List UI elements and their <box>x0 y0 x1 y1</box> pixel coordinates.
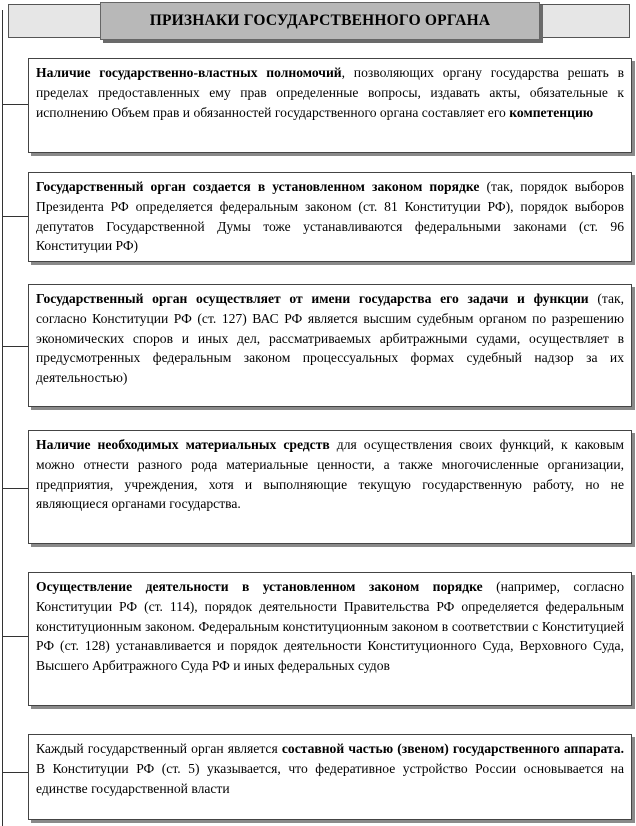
connector-5 <box>2 636 28 637</box>
connector-1 <box>2 104 28 105</box>
connector-4 <box>2 488 28 489</box>
feature-6-part-1: Каждый государственный орган является <box>36 741 282 756</box>
feature-text-2 <box>29 173 631 256</box>
feature-4-part-2: для осуществления своих функций, к каковым можно отнести разного рода материальные ценности, а также многочисленные организации, предприятия, учреждения, хотя и выполняющие текущую государственную работу, но не являющиеся органами государства. <box>36 437 624 512</box>
connector-3 <box>2 346 28 347</box>
feature-box-2 <box>28 172 632 262</box>
feature-text-6 <box>29 735 631 798</box>
feature-1-part-3: компетенцию <box>509 104 594 120</box>
feature-2-part-1: Государственный орган создается в установленном законом порядке <box>36 179 480 194</box>
feature-3-part-1: Государственный орган осуществляет от имени государства его задачи и функции <box>36 291 589 306</box>
feature-text-4 <box>29 431 631 514</box>
feature-text-5 <box>29 573 631 676</box>
diagram-title: ПРИЗНАКИ ГОСУДАРСТВЕННОГО ОРГАНА <box>100 2 540 40</box>
connector-2 <box>2 216 28 217</box>
feature-box-1 <box>28 58 632 153</box>
feature-4-part-1: Наличие необходимых материальных средств <box>36 437 330 452</box>
feature-6-part-2: составной частью (звеном) государственного аппарата. <box>281 741 624 756</box>
connector-6 <box>2 772 28 773</box>
feature-text-3 <box>29 285 631 388</box>
feature-box-4 <box>28 430 632 544</box>
feature-box-3 <box>28 284 632 407</box>
feature-1-part-1: Наличие государственно-властных полномочий <box>36 65 342 80</box>
feature-6-part-3: В Конституции РФ (ст. 5) указывается, что федеративное устройство России основывается на единстве государственной власти <box>36 760 624 796</box>
feature-box-5 <box>28 572 632 706</box>
feature-text-1 <box>29 59 631 122</box>
feature-2-part-2: (так, порядок выборов Президента РФ определяется федеральным законом (ст. 81 Конституции РФ), порядок выборов депутатов Государственной Думы тоже устанавливаются федеральными законами (ст. 96 Конституции РФ) <box>36 179 624 254</box>
feature-3-part-2: (так, согласно Конституции РФ (ст. 127) ВАС РФ является высшим судебным органом по разрешению экономических споров и иных дел, рассматриваемых арбитражными судами, осуществляет в предусмотренных федеральным законом процессуальных формах судебный надзор за их деятельностью) <box>36 291 624 386</box>
feature-5-part-2: (например, согласно Конституции РФ (ст. 114), порядок деятельности Правительства РФ определяется федеральным конституционным законом. Федеральным конституционным законом в соответствии с Конституцией РФ (ст. 128) устанавливается и порядок деятельности Конституционного Суда, Верховного Суда, Высшего Арбитражного Суда РФ и иных федеральных судов <box>36 579 625 674</box>
feature-5-part-1: Осуществление деятельности в установленном законом порядке <box>36 579 483 594</box>
feature-1-part-2: , позволяющих органу государства решать в пределах предоставленных ему прав определенные вопросы, издавать акты, обязательные к исполнению Объем прав и обязанностей государственного органа составляет его <box>36 65 625 120</box>
connector-spine <box>2 10 3 826</box>
feature-box-6 <box>28 734 632 820</box>
